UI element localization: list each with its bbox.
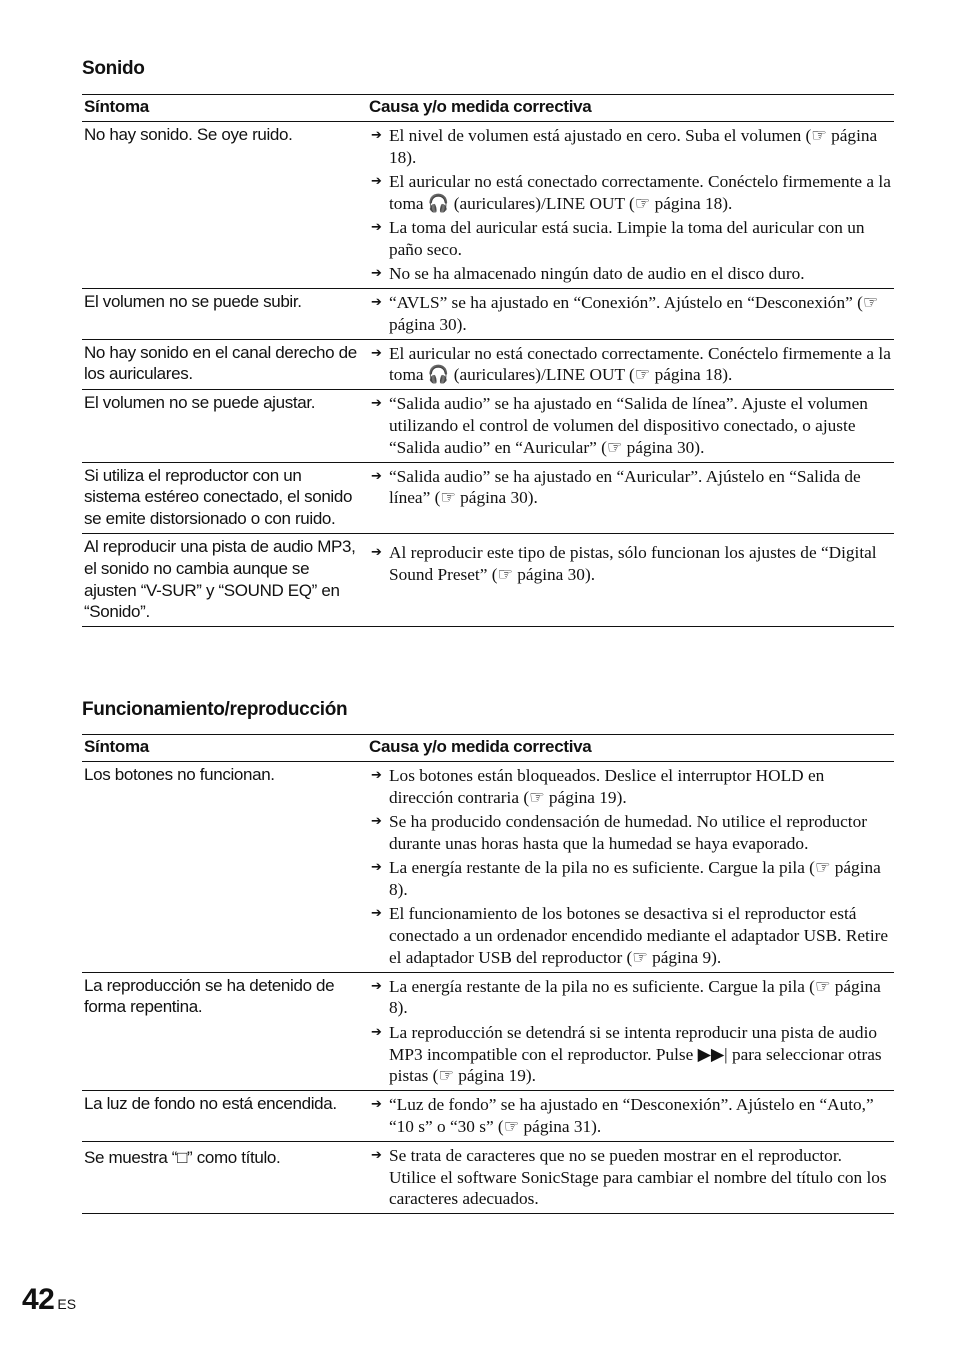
arrow-icon: ➔ [371,468,382,484]
arrow-icon: ➔ [371,396,382,412]
arrow-icon: ➔ [371,266,382,282]
header-symptom: Síntoma [82,95,367,122]
arrow-icon: ➔ [371,860,382,876]
table-row [82,1091,894,1142]
symptom-cell: El volumen no se puede ajustar. [82,390,367,462]
arrow-icon: ➔ [371,345,382,361]
troubleshooting-table [82,734,894,1214]
cause-item: ➔ El auricular no está conectado correctamente. Conéctelo firmemente a la toma 🎧 (auriculares)/LINE OUT (☞ página 18). [371,172,891,213]
symptom-cell: La reproducción se ha detenido de forma repentina. [82,972,367,1090]
table-row [82,122,894,289]
table-row [82,289,894,340]
cause-cell [367,1141,894,1213]
cause-item: ➔ “AVLS” se ha ajustado en “Conexión”. Ajústelo en “Desconexión” (☞ página 30). [371,293,879,334]
cause-item: ➔ La energía restante de la pila no es suficiente. Cargue la pila (☞ página 8). [371,858,881,899]
arrow-icon: ➔ [371,978,382,994]
table-header-row [82,735,894,762]
section-funcionamiento [82,699,894,1214]
cause-item: ➔ Se ha producido condensación de humedad. No utilice el reproductor durante unas horas hasta que la humedad se haya evaporado. [371,812,867,853]
cause-item: ➔ El funcionamiento de los botones se desactiva si el reproductor está conectado a un ordenador encendido mediante el adaptador USB. Retire el adaptador USB del reproductor (☞ página 9). [371,904,889,967]
symptom-cell: La luz de fondo no está encendida. [82,1091,367,1142]
arrow-icon: ➔ [371,906,382,922]
symptom-cell: Se muestra “□” como título. [82,1141,367,1213]
cause-cell [367,762,894,973]
header-cause: Causa y/o medida correctiva [367,95,894,122]
arrow-icon: ➔ [371,545,382,561]
arrow-icon: ➔ [371,174,382,190]
cause-item: ➔ “Salida audio” se ha ajustado en “Auricular”. Ajústelo en “Salida de línea” (☞ página 30). [371,466,861,508]
cause-cell [367,390,894,462]
cause-item: ➔ La toma del auricular está sucia. Limpie la toma del auricular con un paño seco. [371,218,865,259]
section-title: Funcionamiento/reproducción [82,699,348,720]
table-header-row [82,95,894,122]
cause-cell [367,534,894,627]
table-row [82,462,894,533]
cause-item: ➔ El auricular no está conectado correctamente. Conéctelo firmemente a la toma 🎧 (auriculares)/LINE OUT (☞ página 18). [371,343,891,385]
cause-item: ➔ La energía restante de la pila no es suficiente. Cargue la pila (☞ página 8). [371,976,881,1018]
arrow-icon: ➔ [371,220,382,236]
troubleshooting-table [82,94,894,627]
cause-item: ➔ Los botones están bloqueados. Deslice el interruptor HOLD en dirección contraria (☞ página 19). [371,766,825,807]
symptom-cell: Si utiliza el reproductor con un sistema estéreo conectado, el sonido se emite distorsionado o con ruido. [82,462,367,533]
cause-cell [367,1091,894,1142]
cause-item: ➔ Al reproducir este tipo de pistas, sólo funcionan los ajustes de “Digital Sound Preset” (☞ página 30). [371,543,877,584]
symptom-cell: Al reproducir una pista de audio MP3, el sonido no cambia aunque se ajusten “V-SUR” y “SOUND EQ” en “Sonido”. [82,534,367,627]
table-row [82,1141,894,1213]
table-row [82,972,894,1090]
arrow-icon: ➔ [371,814,382,830]
table-row [82,762,894,973]
cause-item: ➔ “Salida audio” se ha ajustado en “Salida de línea”. Ajuste el volumen utilizando el control de volumen del dispositivo conectado, o ajuste “Salida audio” en “Auricular” (☞ página 30). [371,394,868,457]
arrow-icon: ➔ [371,1097,382,1113]
arrow-icon: ➔ [371,128,382,143]
cause-item: ➔ La reproducción se detendrá si se intenta reproducir una pista de audio MP3 incompatible con el reproductor. Pulse ▶▶| para seleccionar otras pistas (☞ página 19). [371,1022,882,1086]
cause-cell [367,972,894,1090]
cause-cell [367,289,894,340]
cause-item: ➔ No se ha almacenado ningún dato de audio en el disco duro. [371,264,805,284]
symptom-cell: No hay sonido. Se oye ruido. [82,122,367,289]
arrow-icon: ➔ [371,295,382,311]
table-row [82,534,894,627]
arrow-icon: ➔ [371,768,382,783]
cause-item: ➔ El nivel de volumen está ajustado en cero. Suba el volumen (☞ página 18). [371,126,878,167]
table-row [82,339,894,390]
table-row [82,390,894,462]
symptom-cell: Los botones no funcionan. [82,762,367,973]
section-sonido [82,58,894,627]
header-cause: Causa y/o medida correctiva [367,735,894,762]
symptom-cell: No hay sonido en el canal derecho de los auriculares. [82,339,367,390]
arrow-icon: ➔ [371,1147,382,1163]
header-symptom: Síntoma [82,735,367,762]
page-number: 42 [22,1283,55,1316]
cause-cell [367,462,894,533]
language-code: ES [57,1296,77,1312]
cause-item: ➔ Se trata de caracteres que no se pueden mostrar en el reproductor. Utilice el software SonicStage para cambiar el nombre del título con los caracteres adecuados. [371,1145,887,1209]
page-footer [22,1283,76,1317]
section-title: Sonido [82,58,145,79]
cause-cell [367,339,894,390]
cause-item: ➔ “Luz de fondo” se ha ajustado en “Desconexión”. Ajústelo en “Auto,” “10 s” o “30 s” (☞ página 31). [371,1095,874,1136]
arrow-icon: ➔ [371,1024,382,1040]
cause-cell [367,122,894,289]
symptom-cell: El volumen no se puede subir. [82,289,367,340]
